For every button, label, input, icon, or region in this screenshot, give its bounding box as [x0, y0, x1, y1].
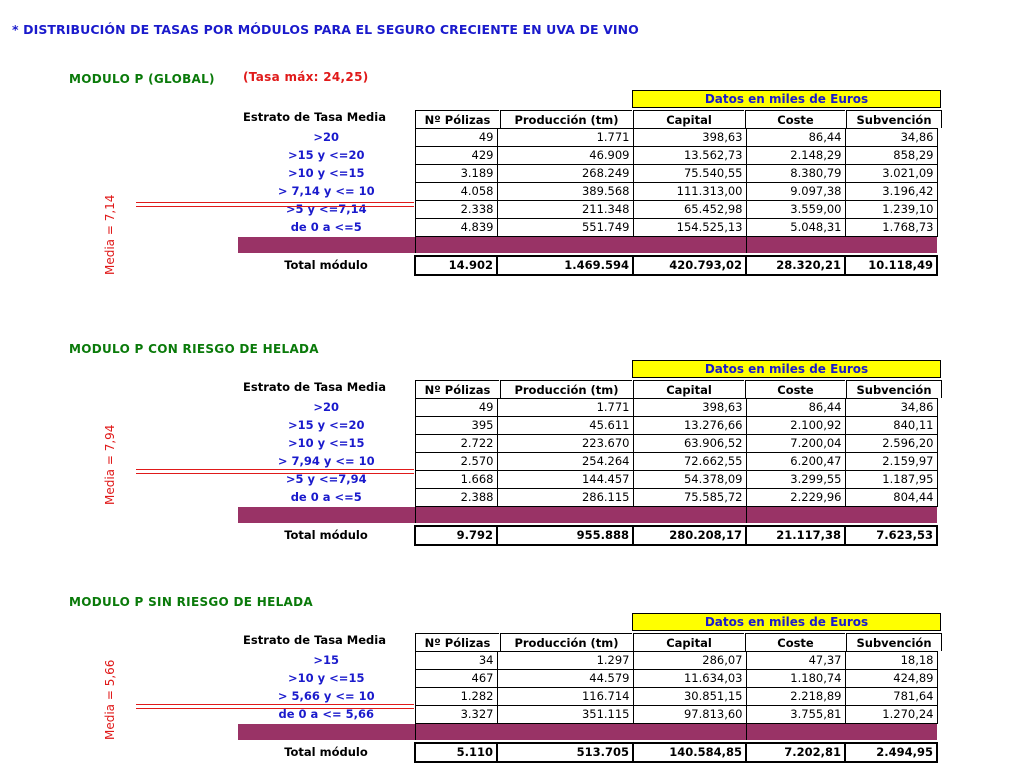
produccion-cell: 116.714: [497, 688, 633, 706]
strata-cell: > 7,14 y <= 10: [277, 184, 375, 198]
strata-cell: >20: [313, 130, 340, 144]
coste-cell: 86,44: [746, 399, 845, 417]
subvencion-cell: 3.196,42: [845, 183, 937, 201]
produccion-cell: 254.264: [497, 453, 633, 471]
column-header: Nº Pólizas: [415, 633, 499, 651]
coste-cell: 6.200,47: [746, 453, 845, 471]
subvencion-cell: 858,29: [845, 147, 937, 165]
produccion-cell: 351.115: [497, 706, 633, 724]
media-label: Media = 7,14: [103, 194, 117, 275]
subvencion-cell: 34,86: [845, 399, 937, 417]
capital-cell: 398,63: [633, 399, 746, 417]
polizas-cell: 2.338: [415, 201, 497, 219]
polizas-cell: 429: [415, 147, 497, 165]
table-row: [238, 165, 937, 183]
column-header: Estrato de Tasa Media: [243, 110, 386, 124]
coste-cell: 3.559,00: [746, 201, 845, 219]
coste-cell: 9.097,38: [746, 183, 845, 201]
euro-group-header: Datos en miles de Euros: [632, 360, 941, 378]
column-header: Capital: [633, 380, 744, 398]
coste-cell: 2.148,29: [746, 147, 845, 165]
subvencion-cell: 424,89: [845, 670, 937, 688]
polizas-cell: 467: [415, 670, 497, 688]
coste-cell: 47,37: [746, 652, 845, 670]
column-header: Nº Pólizas: [415, 110, 499, 128]
section-title: MODULO P CON RIESGO DE HELADA: [69, 342, 319, 356]
polizas-cell: 2.388: [415, 489, 497, 507]
column-header: Subvención: [846, 633, 942, 651]
capital-cell: 72.662,55: [633, 453, 746, 471]
table-row: [238, 435, 937, 453]
coste-cell: 86,44: [746, 129, 845, 147]
strata-cell: de 0 a <= 5,66: [278, 707, 374, 721]
capital-cell: 154.525,13: [633, 219, 746, 237]
polizas-cell: 3.189: [415, 165, 497, 183]
polizas-cell: 34: [415, 652, 497, 670]
total-subvencion-cell: 2.494,95: [845, 743, 937, 762]
max-rate-label: (Tasa máx: 24,25): [243, 70, 369, 84]
polizas-cell: 2.722: [415, 435, 497, 453]
table-row: [238, 652, 937, 670]
strata-cell: >10 y <=15: [288, 671, 365, 685]
column-header: Producción (tm): [500, 380, 632, 398]
capital-cell: 13.562,73: [633, 147, 746, 165]
table-row: [238, 670, 937, 688]
strata-cell: > 7,94 y <= 10: [277, 454, 375, 468]
polizas-cell: 1.668: [415, 471, 497, 489]
media-indicator-line: [136, 202, 414, 207]
column-header: Coste: [745, 380, 845, 398]
total-subvencion-cell: 7.623,53: [845, 526, 937, 545]
produccion-cell: 223.670: [497, 435, 633, 453]
polizas-cell: 4.839: [415, 219, 497, 237]
total-subvencion-cell: 10.118,49: [845, 256, 937, 275]
polizas-cell: 2.570: [415, 453, 497, 471]
capital-cell: 398,63: [633, 129, 746, 147]
total-row: [238, 256, 937, 275]
coste-cell: 3.299,55: [746, 471, 845, 489]
strata-cell: >15: [313, 653, 340, 667]
strata-cell: >10 y <=15: [288, 166, 365, 180]
capital-cell: 75.585,72: [633, 489, 746, 507]
strata-cell: >15 y <=20: [288, 418, 365, 432]
capital-cell: 63.906,52: [633, 435, 746, 453]
capital-cell: 54.378,09: [633, 471, 746, 489]
subvencion-cell: 18,18: [845, 652, 937, 670]
strata-cell: de 0 a <=5: [290, 220, 362, 234]
coste-cell: 3.755,81: [746, 706, 845, 724]
column-header: Estrato de Tasa Media: [243, 633, 386, 647]
total-row: [238, 743, 937, 762]
column-header: Coste: [745, 633, 845, 651]
capital-cell: 65.452,98: [633, 201, 746, 219]
column-header: Coste: [745, 110, 845, 128]
table-row: [238, 453, 937, 471]
produccion-cell: 268.249: [497, 165, 633, 183]
strata-cell: >5 y <=7,94: [285, 472, 367, 486]
strata-cell: > 5,66 y <= 10: [277, 689, 375, 703]
polizas-cell: 3.327: [415, 706, 497, 724]
total-row: [238, 526, 937, 545]
polizas-cell: 395: [415, 417, 497, 435]
subvencion-cell: 1.768,73: [845, 219, 937, 237]
column-header: Subvención: [846, 110, 942, 128]
produccion-cell: 144.457: [497, 471, 633, 489]
total-label: Total módulo: [284, 258, 368, 272]
produccion-cell: 286.115: [497, 489, 633, 507]
coste-cell: 7.200,04: [746, 435, 845, 453]
capital-cell: 30.851,15: [633, 688, 746, 706]
coste-cell: 2.100,92: [746, 417, 845, 435]
separator-bar: [238, 724, 937, 741]
media-indicator-line: [136, 469, 414, 474]
produccion-cell: 211.348: [497, 201, 633, 219]
total-produccion-cell: 1.469.594: [497, 256, 633, 275]
polizas-cell: 1.282: [415, 688, 497, 706]
produccion-cell: 551.749: [497, 219, 633, 237]
polizas-cell: 49: [415, 399, 497, 417]
capital-cell: 97.813,60: [633, 706, 746, 724]
polizas-cell: 4.058: [415, 183, 497, 201]
bar-cell: [746, 507, 937, 524]
subvencion-cell: 2.596,20: [845, 435, 937, 453]
bar-cell: [238, 724, 415, 741]
bar-cell: [746, 237, 937, 254]
subvencion-cell: 840,11: [845, 417, 937, 435]
table-row: [238, 219, 937, 237]
table-row: [238, 489, 937, 507]
media-label: Media = 5,66: [103, 659, 117, 740]
media-label: Media = 7,94: [103, 424, 117, 505]
capital-cell: 75.540,55: [633, 165, 746, 183]
bar-cell: [238, 507, 415, 524]
column-header: Nº Pólizas: [415, 380, 499, 398]
bar-cell: [415, 724, 746, 741]
produccion-cell: 389.568: [497, 183, 633, 201]
capital-cell: 111.313,00: [633, 183, 746, 201]
bar-cell: [415, 237, 746, 254]
produccion-cell: 1.297: [497, 652, 633, 670]
total-polizas-cell: 5.110: [415, 743, 497, 762]
produccion-cell: 44.579: [497, 670, 633, 688]
column-header: Producción (tm): [500, 633, 632, 651]
total-label: Total módulo: [284, 528, 368, 542]
table-row: [238, 183, 937, 201]
strata-cell: >20: [313, 400, 340, 414]
table-row: [238, 147, 937, 165]
euro-group-header: Datos en miles de Euros: [632, 90, 941, 108]
total-polizas-cell: 14.902: [415, 256, 497, 275]
column-header: Subvención: [846, 380, 942, 398]
capital-cell: 286,07: [633, 652, 746, 670]
table-row: [238, 399, 937, 417]
total-capital-cell: 280.208,17: [633, 526, 746, 545]
subvencion-cell: 2.159,97: [845, 453, 937, 471]
euro-group-header: Datos en miles de Euros: [632, 613, 941, 631]
bar-cell: [746, 724, 937, 741]
table-row: [238, 129, 937, 147]
subvencion-cell: 34,86: [845, 129, 937, 147]
polizas-cell: 49: [415, 129, 497, 147]
total-polizas-cell: 9.792: [415, 526, 497, 545]
produccion-cell: 46.909: [497, 147, 633, 165]
section-title: MODULO P SIN RIESGO DE HELADA: [69, 595, 313, 609]
strata-cell: >10 y <=15: [288, 436, 365, 450]
total-capital-cell: 420.793,02: [633, 256, 746, 275]
subvencion-cell: 1.270,24: [845, 706, 937, 724]
column-header: Capital: [633, 110, 744, 128]
total-produccion-cell: 513.705: [497, 743, 633, 762]
separator-bar: [238, 237, 937, 254]
total-coste-cell: 7.202,81: [746, 743, 845, 762]
produccion-cell: 1.771: [497, 129, 633, 147]
bar-cell: [238, 237, 415, 254]
coste-cell: 8.380,79: [746, 165, 845, 183]
subvencion-cell: 1.239,10: [845, 201, 937, 219]
strata-cell: de 0 a <=5: [290, 490, 362, 504]
coste-cell: 2.229,96: [746, 489, 845, 507]
page-title: * DISTRIBUCIÓN DE TASAS POR MÓDULOS PARA EL SEGURO CRECIENTE EN UVA DE VINO: [12, 22, 639, 37]
column-header: Capital: [633, 633, 744, 651]
section-title: MODULO P (GLOBAL): [69, 72, 215, 86]
table-row: [238, 688, 937, 706]
produccion-cell: 45.611: [497, 417, 633, 435]
total-produccion-cell: 955.888: [497, 526, 633, 545]
coste-cell: 2.218,89: [746, 688, 845, 706]
total-coste-cell: 21.117,38: [746, 526, 845, 545]
capital-cell: 11.634,03: [633, 670, 746, 688]
media-indicator-line: [136, 704, 414, 709]
capital-cell: 13.276,66: [633, 417, 746, 435]
table-row: [238, 417, 937, 435]
total-capital-cell: 140.584,85: [633, 743, 746, 762]
separator-bar: [238, 507, 937, 524]
coste-cell: 5.048,31: [746, 219, 845, 237]
subvencion-cell: 1.187,95: [845, 471, 937, 489]
column-header: Estrato de Tasa Media: [243, 380, 386, 394]
strata-cell: >5 y <=7,14: [285, 202, 367, 216]
subvencion-cell: 3.021,09: [845, 165, 937, 183]
total-label: Total módulo: [284, 745, 368, 759]
subvencion-cell: 804,44: [845, 489, 937, 507]
subvencion-cell: 781,64: [845, 688, 937, 706]
strata-cell: >15 y <=20: [288, 148, 365, 162]
coste-cell: 1.180,74: [746, 670, 845, 688]
produccion-cell: 1.771: [497, 399, 633, 417]
column-header: Producción (tm): [500, 110, 632, 128]
bar-cell: [415, 507, 746, 524]
total-coste-cell: 28.320,21: [746, 256, 845, 275]
